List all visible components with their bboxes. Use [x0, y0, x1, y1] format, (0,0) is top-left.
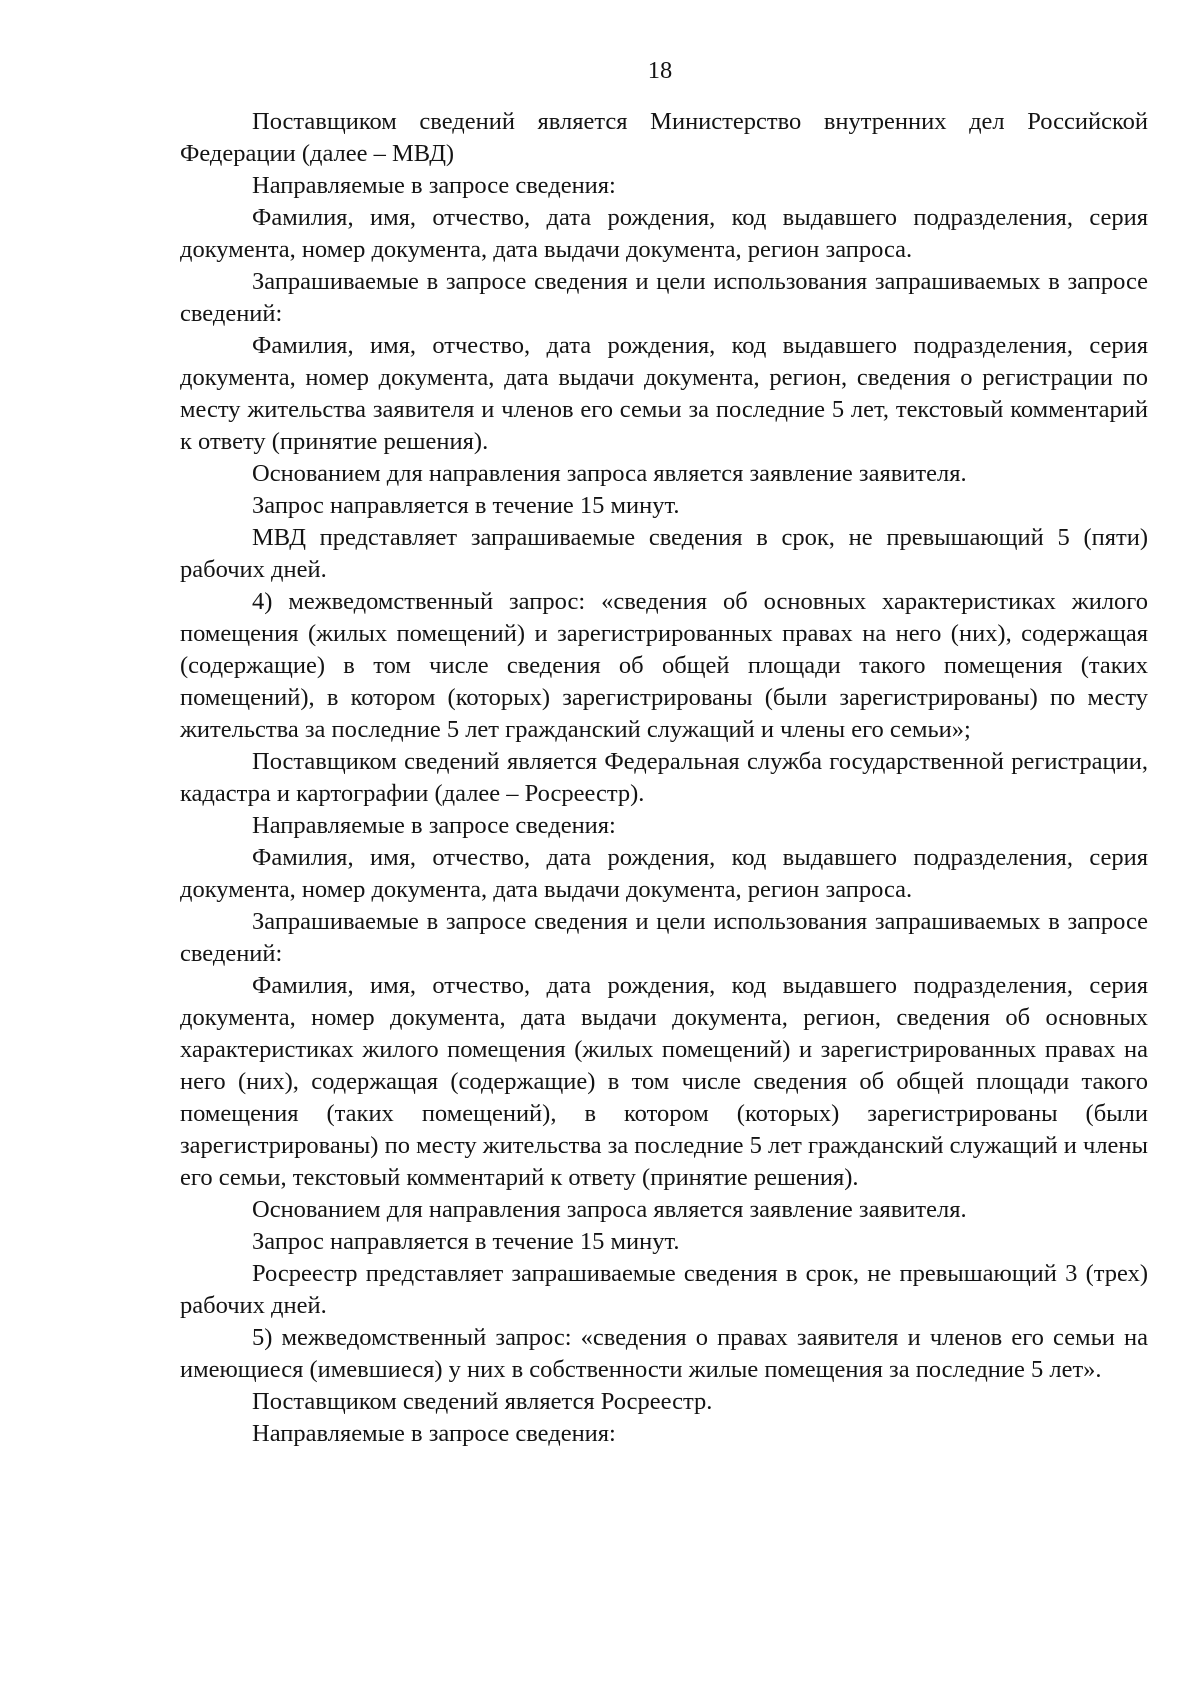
paragraph-rosreestr-supplier-short: Поставщиком сведений является Росреестр. — [252, 1388, 713, 1415]
paragraph-sent-data-list: Фамилия, имя, отчество, дата рождения, код выдавшего подразделения, серия документа, номер документа, дата выдачи документа, регион запроса. — [180, 204, 1148, 263]
paragraph-sent-data-list: Фамилия, имя, отчество, дата рождения, код выдавшего подразделения, серия документа, номер документа, дата выдачи документа, регион запроса. — [180, 844, 1148, 903]
paragraph-sent-data-heading: Направляемые в запросе сведения: — [252, 812, 616, 839]
paragraph-mvd-supplier: Поставщиком сведений является Министерство внутренних дел Российской Федерации (далее – МВД) — [180, 108, 1148, 167]
paragraph-mvd-deadline: МВД представляет запрашиваемые сведения в срок, не превышающий 5 (пяти) рабочих дней. — [180, 524, 1148, 583]
paragraph-requested-data-heading: Запрашиваемые в запросе сведения и цели использования запрашиваемых в запросе сведений: — [180, 908, 1148, 967]
paragraph-sent-data-heading: Направляемые в запросе сведения: — [252, 172, 616, 199]
paragraph-requested-data-list: Фамилия, имя, отчество, дата рождения, код выдавшего подразделения, серия документа, номер документа, дата выдачи документа, регион, сведения о регистрации по месту жительства заявителя и членов его семьи за последние 5 лет, текстовый комментарий к ответу (принятие решения). — [180, 332, 1148, 455]
paragraph-basis: Основанием для направления запроса является заявление заявителя. — [252, 1196, 967, 1223]
paragraph-requested-data-heading: Запрашиваемые в запросе сведения и цели использования запрашиваемых в запросе сведений: — [180, 268, 1148, 327]
paragraph-basis: Основанием для направления запроса является заявление заявителя. — [252, 460, 967, 487]
document-body — [180, 106, 1148, 1450]
paragraph-sent-data-heading: Направляемые в запросе сведения: — [252, 1420, 616, 1447]
paragraph-request-4: 4) межведомственный запрос: «сведения об основных характеристиках жилого помещения (жилых помещений) и зарегистрированных правах на него (них), содержащая (содержащие) в том числе сведения об общей площади такого помещения (таких помещений), в котором (которых) зарегистрированы (были зарегистрированы) по месту жительства за последние 5 лет гражданский служащий и члены его семьи»; — [180, 588, 1148, 743]
paragraph-rosreestr-deadline: Росреестр представляет запрашиваемые сведения в срок, не превышающий 3 (трех) рабочих дней. — [180, 1260, 1148, 1319]
page-number: 18 — [647, 57, 673, 84]
paragraph-request-5: 5) межведомственный запрос: «сведения о правах заявителя и членов его семьи на имеющиеся (имевшиеся) у них в собственности жилые помещения за последние 5 лет». — [180, 1324, 1148, 1383]
paragraph-rosreestr-supplier: Поставщиком сведений является Федеральная служба государственной регистрации, кадастра и картографии (далее – Росреестр). — [180, 748, 1148, 807]
paragraph-requested-data-list: Фамилия, имя, отчество, дата рождения, код выдавшего подразделения, серия документа, номер документа, дата выдачи документа, регион, сведения об основных характеристиках жилого помещения (жилых помещений) и зарегистрированных правах на него (них), содержащая (содержащие) в том числе сведения об общей площади такого помещения (таких помещений), в котором (которых) зарегистрированы (были зарегистрированы) по месту жительства за последние 5 лет гражданский служащий и члены его семьи, текстовый комментарий к ответу (принятие решения). — [180, 972, 1148, 1191]
paragraph-request-time: Запрос направляется в течение 15 минут. — [252, 492, 680, 519]
paragraph-request-time: Запрос направляется в течение 15 минут. — [252, 1228, 680, 1255]
